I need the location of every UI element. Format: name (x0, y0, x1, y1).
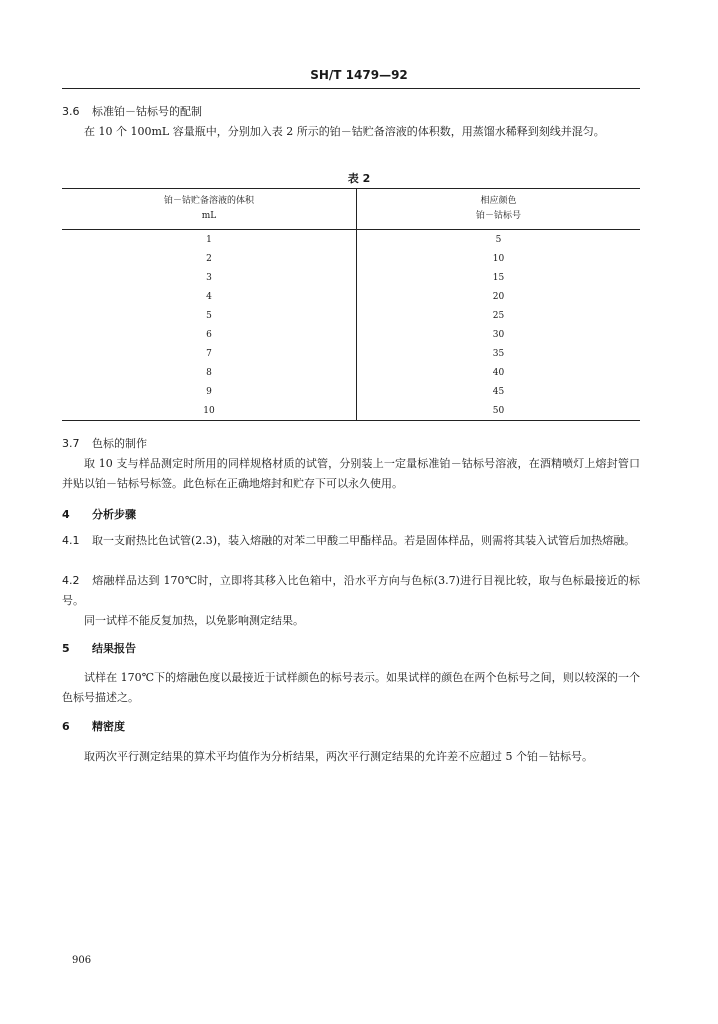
table-row (62, 268, 640, 287)
section-3-6-body: 在 10 个 100mL 容量瓶中，分别加入表 2 所示的铂－钴贮备溶液的体积数，用蒸馏水稀释到刻线并混匀。 (84, 125, 605, 138)
section-3-6-heading (62, 103, 640, 121)
table-header-volume (62, 189, 357, 230)
section-number: 4 (62, 508, 70, 521)
color-number-cell: 15 (492, 272, 505, 283)
table-row (62, 401, 640, 421)
section-3-7-body: 取 10 支与样品测定时所用的同样规格材质的试管，分别装上一定量标准铂－钴标号溶液，在酒精喷灯上熔封管口并贴以铂－钴标号标签。此色标在正确地熔封和贮存下可以永久使用。 (62, 457, 640, 490)
section-title: 分析步骤 (92, 508, 136, 521)
section-6-body: 取两次平行测定结果的算术平均值作为分析结果，两次平行测定结果的允许差不应超过 5 个铂－钴标号。 (84, 750, 593, 763)
color-number-cell: 40 (492, 367, 505, 378)
section-number: 4.1 (62, 534, 80, 547)
table-row (62, 363, 640, 382)
header-text: 铂－钴贮备溶液的体积 (163, 196, 254, 206)
table-row (62, 230, 640, 250)
color-number-cell: 45 (492, 386, 505, 397)
section-number: 3.7 (62, 437, 80, 450)
table-row (62, 287, 640, 306)
section-title: 精密度 (92, 720, 125, 733)
volume-cell: 2 (62, 249, 357, 268)
header-text: 相应颜色 (480, 196, 517, 206)
table-caption: 表 2 (347, 172, 371, 185)
section-4-2-body (62, 571, 640, 611)
table-row (62, 382, 640, 401)
section-4-heading (62, 506, 640, 524)
table-2 (62, 188, 640, 421)
volume-cell: 1 (62, 230, 357, 250)
section-6-heading (62, 718, 640, 736)
volume-cell: 4 (62, 287, 357, 306)
standard-number-header: SH/T 1479—92 (310, 68, 408, 82)
section-text: 熔融样品达到 170℃时，立即将其移入比色箱中，沿水平方向与色标(3.7)进行目视比较，取与色标最接近的标号。 (62, 574, 640, 607)
color-number-cell: 10 (492, 253, 505, 264)
section-5-body: 试样在 170℃下的熔融色度以最接近于试样颜色的标号表示。如果试样的颜色在两个色标号之间，则以较深的一个色标号描述之。 (62, 671, 640, 704)
table-row (62, 249, 640, 268)
section-3-7-heading (62, 435, 640, 453)
color-number-cell: 20 (492, 291, 505, 302)
header-unit: mL (201, 211, 217, 221)
section-number: 6 (62, 720, 70, 733)
volume-cell: 8 (62, 363, 357, 382)
header-rule (62, 88, 640, 89)
table-row (62, 325, 640, 344)
table-row (62, 306, 640, 325)
table-row (62, 344, 640, 363)
section-5-heading (62, 640, 640, 658)
color-number-cell: 35 (492, 348, 505, 359)
volume-cell: 6 (62, 325, 357, 344)
section-number: 5 (62, 642, 70, 655)
volume-cell: 3 (62, 268, 357, 287)
volume-cell: 7 (62, 344, 357, 363)
header-unit: 铂－钴标号 (475, 211, 521, 221)
section-title: 色标的制作 (92, 437, 147, 450)
volume-cell: 10 (62, 401, 357, 421)
section-number: 3.6 (62, 105, 80, 118)
section-number: 4.2 (62, 574, 80, 587)
volume-cell: 5 (62, 306, 357, 325)
volume-cell: 9 (62, 382, 357, 401)
page-number: 906 (72, 955, 92, 966)
section-4-1-body (62, 531, 640, 551)
section-title: 标准铂－钴标号的配制 (92, 105, 202, 118)
table-header-color (357, 189, 641, 230)
color-number-cell: 25 (492, 310, 505, 321)
color-number-cell: 50 (357, 401, 641, 421)
section-title: 结果报告 (92, 642, 136, 655)
section-text: 取一支耐热比色试管(2.3)，装入熔融的对苯二甲酸二甲酯样品。若是固体样品，则需将其装入试管后加热熔融。 (92, 534, 636, 547)
section-4-2-note: 同一试样不能反复加热，以免影响测定结果。 (84, 614, 304, 627)
color-number-cell: 5 (495, 234, 502, 245)
color-number-cell: 30 (492, 329, 505, 340)
table-header-row (62, 189, 640, 230)
